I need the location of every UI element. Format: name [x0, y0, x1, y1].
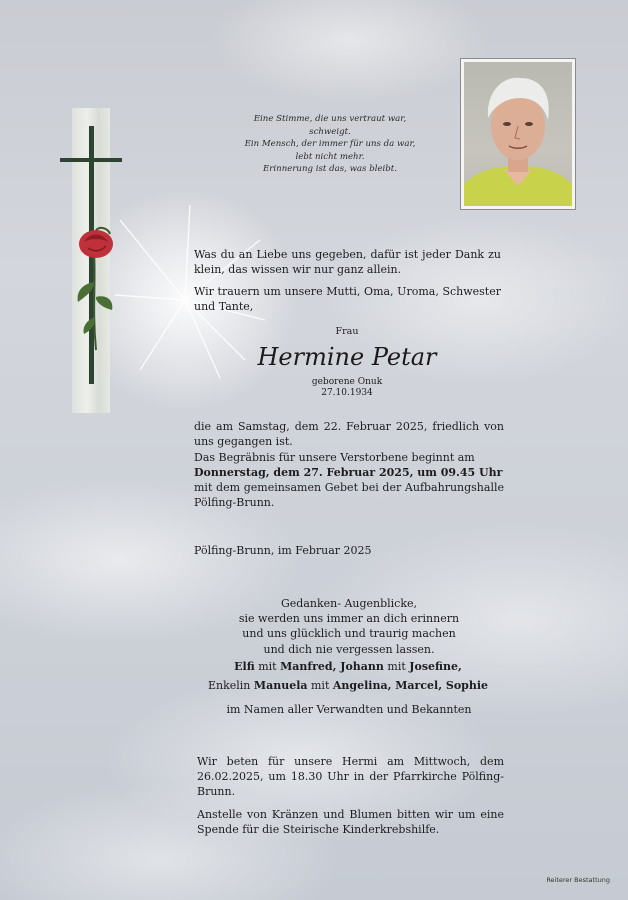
mourners-line-1: [170, 657, 526, 676]
poem-line: Erinnerung ist das, was bleibt.: [263, 164, 397, 175]
born-name: geborene Onuk: [311, 377, 383, 387]
mourners-line-2: [170, 676, 526, 695]
intro-text: [194, 247, 501, 321]
mourner-name: Manuela: [253, 679, 308, 692]
funeral-rest: mit dem gemeinsamen Gebet bei der Aufbahrungshalle Pölfing-Brunn.: [194, 481, 504, 509]
mourner-name: Josefine,: [409, 660, 462, 673]
prayer-notice: [197, 754, 504, 845]
mourner-name: Angelina, Marcel, Sophie: [332, 679, 489, 692]
poem-line: schweigt.: [309, 126, 351, 137]
intro-paragraph: Wir trauern um unsere Mutti, Oma, Uroma, Schwester und Tante,: [194, 285, 501, 313]
funeral-intro: Das Begräbnis für unsere Verstorbene beginnt am: [194, 451, 475, 464]
verse-line: sie werden uns immer an dich erinnern: [238, 612, 460, 626]
mourner-connector: mit: [307, 679, 333, 692]
rose-icon: [72, 222, 122, 352]
verse-line: und uns glücklich und traurig machen: [242, 627, 456, 641]
relatives-line: im Namen aller Verwandten und Bekannten: [226, 703, 472, 716]
funeral-date-time: Donnerstag, dem 27. Februar 2025, um 09.45 Uhr: [194, 466, 503, 479]
cross-bar: [60, 158, 122, 162]
salutation: Frau: [335, 326, 359, 337]
funeral-notice: [194, 450, 504, 510]
funeral-home-credit: Reiterer Bestattung: [546, 876, 610, 884]
mourner-connector: mit: [254, 660, 281, 673]
poem-line: Ein Mensch, der immer für uns da war,: [244, 139, 416, 150]
birth-info: [194, 377, 500, 399]
mourner-connector: mit: [383, 660, 410, 673]
mourner-name: Elfi: [234, 660, 255, 673]
poem-line: lebt nicht mehr.: [295, 151, 365, 162]
mourner-name: Manfred, Johann: [280, 660, 384, 673]
farewell-verse: [194, 596, 504, 657]
birth-date: 27.10.1934: [321, 388, 373, 398]
mourner-prefix: Enkelin: [207, 679, 254, 692]
mourners-list: [170, 657, 526, 695]
verse-line: und dich nie vergessen lassen.: [263, 642, 435, 656]
place-date: Pölfing-Brunn, im Februar 2025: [194, 544, 372, 557]
deceased-name: Hermine Petar: [257, 343, 437, 371]
portrait-photo: [464, 62, 572, 206]
death-notice-text: die am Samstag, dem 22. Februar 2025, friedlich von uns gegangen ist.: [194, 420, 504, 448]
intro-paragraph: Was du an Liebe uns gegeben, dafür ist jeder Dank zu klein, das wissen wir nur ganz allein.: [194, 248, 501, 276]
prayer-paragraph: Wir beten für unsere Hermi am Mittwoch, dem 26.02.2025, um 18.30 Uhr in der Pfarrkirche Pölfing-Brunn.: [197, 755, 504, 798]
donation-paragraph: Anstelle von Kränzen und Blumen bitten wir um eine Spende für die Steirische Kinderkrebshilfe.: [197, 808, 504, 836]
poem-line: Eine Stimme, die uns vertraut war,: [253, 114, 407, 124]
verse-line: Gedanken- Augenblicke,: [280, 597, 418, 610]
memorial-poem: [190, 113, 470, 176]
